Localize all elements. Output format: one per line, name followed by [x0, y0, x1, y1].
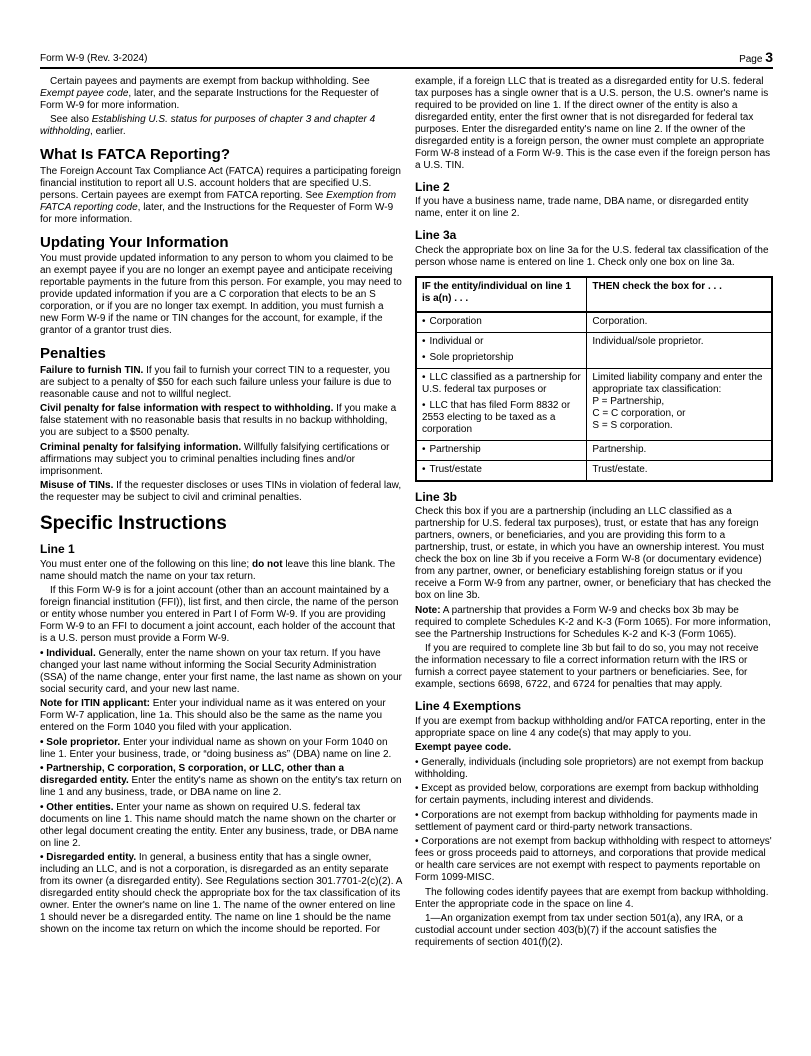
paragraph — [40, 253, 403, 337]
table-item — [422, 352, 581, 364]
paragraph — [40, 802, 403, 850]
text-run: • Partnership, C corporation, S corporation, or LLC, other than a disregarded entity. — [40, 763, 345, 786]
text-run: If you are exempt from backup withholding and/or FATCA reporting, enter in the appropriate space on line 4 any code(s) that may apply to you. — [415, 715, 766, 739]
table-row — [416, 460, 772, 481]
text-run: If you make a false statement with no reasonable basis that results in no backup withholding, you are subject to a $500 penalty. — [40, 403, 397, 438]
text-run: A partnership that provides a Form W-9 and checks box 3b may be required to complete Schedules K-2 and K-3 (Form 1065). For more information, see the Partnership Instructions for Schedules K-2 and K-3 (Form 1065). — [415, 604, 771, 640]
text-run: Willfully falsifying certifications or affirmations may subject you to criminal penalties including fines and/or imprisonment. — [40, 441, 390, 477]
paragraph — [415, 742, 773, 754]
table-cell-if — [416, 440, 587, 460]
table-cell-if — [416, 332, 587, 368]
table-item-text: Trust/estate — [429, 463, 482, 475]
text-run: Criminal penalty for falsifying information. — [40, 441, 242, 453]
paragraph-indented — [415, 913, 773, 949]
text-run: • Other entities. — [40, 801, 114, 813]
text-run: The Foreign Account Tax Compliance Act (FATCA) requires a participating foreign financial institution to report all U.S. account holders that are specified U.S. persons. Certain payees are exempt from FATCA reporting. See — [40, 165, 401, 201]
text-run: Enter your individual name as shown on your Form 1040 on line 1. Enter your business, trade, or “doing business as” (DBA) name on line 2. — [40, 736, 392, 760]
text-run: , earlier. — [90, 126, 126, 137]
paragraph — [40, 365, 403, 401]
heading-line-3a: Line 3a — [415, 228, 457, 242]
bullet-icon: • — [422, 399, 426, 411]
text-run: • Corporations are not exempt from backup withholding for payments made in settlement of payment card or third-party network transactions. — [415, 809, 758, 833]
header-rule — [40, 67, 773, 69]
text-run: Check this box if you are a partnership (including an LLC classified as a partnership for U.S. federal tax purposes), trust, or estate that has any foreign partners, owners, or beneficiaries, and you are providing this form to a partnership, trust, or estate, in which you have an ownership interest. You must check the box on line 3b if you receive a Form W-8 (or documentary evidence) from any partner, owner, or beneficiary establishing foreign status or if you receive a Form W-9 from any partner, owner, or beneficiary that has checked the box on line 3b. — [415, 506, 772, 601]
page-header — [40, 50, 773, 66]
text-run: • Sole proprietor. — [40, 736, 121, 748]
table-cell-then — [587, 368, 772, 440]
paragraph — [40, 737, 403, 761]
table-item-text: Partnership — [429, 443, 481, 455]
paragraph — [40, 763, 403, 799]
table-cell-text: Limited liability company and enter the appropriate tax classification: — [592, 371, 763, 395]
table-item — [422, 316, 581, 328]
text-run: If you fail to furnish your correct TIN to a requester, you are subject to a penalty of $50 for each such failure unless your failure is due to reasonable cause and not to willful neglect. — [40, 364, 392, 400]
text-run: Exempt payee code — [40, 87, 129, 99]
table-row — [416, 368, 772, 440]
bullet-icon: • — [422, 371, 426, 383]
text-run: Enter your individual name as it was entered on your Form W-7 application, line 1a. This should also be the same as the name you entered on the Form 1040 you filed with your application. — [40, 698, 386, 733]
table-head — [416, 277, 772, 312]
table-cell-then — [587, 440, 772, 460]
text-run: Exempt payee code. — [415, 742, 512, 753]
table-item — [422, 372, 581, 396]
table-row — [416, 332, 772, 368]
paragraph — [40, 559, 403, 583]
paragraph — [40, 442, 403, 478]
table-item — [422, 444, 581, 456]
text-run: Establishing U.S. status for purposes of chapter 3 and chapter 4 withholding — [40, 114, 376, 137]
paragraph — [415, 196, 773, 220]
table-cell-text: Partnership. — [592, 443, 647, 455]
paragraph — [415, 836, 773, 884]
heading-specific-instructions: Specific Instructions — [40, 513, 227, 534]
text-run: 1—An organization exempt from tax under section 501(a), any IRA, or a custodial account under section 403(b)(7) if the account satisfies the requirements of section 401(f)(2). — [415, 913, 743, 948]
left-column — [40, 73, 403, 939]
text-run: If this Form W-9 is for a joint account (other than an account maintained by a foreign financial institution (FFI)), list first, and then circle, the name of the person or entity whose number you entered in Part I of Form W-9. If you are providing Form W-9 to an FFI to document a joint account, each holder of the account that is a U.S. person must provide a Form W-9. — [40, 585, 399, 644]
text-run: Enter your name as shown on required U.S. federal tax documents on line 1. This name should match the name shown on the charter or other legal document creating the entity. Enter any business, trade, or DBA name on line 2. — [40, 801, 399, 849]
paragraph — [415, 506, 773, 602]
table-cell-then — [587, 460, 772, 481]
table-cell-then — [587, 312, 772, 333]
paragraph — [40, 166, 403, 226]
table-row — [416, 312, 772, 333]
text-run: Note: — [415, 604, 441, 616]
if-then-table — [415, 276, 773, 482]
paragraph — [415, 716, 773, 740]
paragraph — [415, 810, 773, 834]
table-cell-text: Trust/estate. — [592, 463, 648, 475]
text-run: Generally, enter the name shown on your tax return. If you have changed your last name without informing the Social Security Administration (SSA) of the name change, enter your first name, the last name as shown on your social security card, and your new last name. — [40, 647, 402, 695]
text-run: • Corporations are not exempt from backup withholding with respect to attorneys' fees or gross proceeds paid to attorneys, and corporations that provide medical or health care services are not exempt with respect to payments reportable on Form 1099-MISC. — [415, 836, 772, 883]
bullet-icon: • — [422, 443, 426, 455]
text-run: Exemption from FATCA reporting code — [40, 189, 397, 213]
table-header-cell: IF the entity/individual on line 1 is a(n) . . . — [416, 277, 587, 312]
text-run: Civil penalty for false information with respect to withholding. — [40, 403, 334, 414]
paragraph-indented — [40, 585, 403, 645]
paragraph — [40, 480, 403, 504]
heading-line-1: Line 1 — [40, 542, 75, 556]
text-run: , later, and the separate Instructions for the Requester of Form W-9 for more information. — [40, 87, 379, 111]
text-run: • Generally, individuals (including sole proprietors) are not exempt from backup withholding. — [415, 756, 764, 780]
page-label: Page — [739, 54, 763, 65]
paragraph — [40, 403, 403, 439]
paragraph — [415, 757, 773, 781]
table-cell-if — [416, 312, 587, 333]
text-run: • Disregarded entity. — [40, 852, 137, 863]
text-run: You must enter one of the following on this line; — [40, 558, 252, 570]
table-cell-text: Individual/sole proprietor. — [592, 335, 704, 347]
table-item — [422, 400, 581, 436]
bullet-icon: • — [422, 351, 426, 363]
text-run: leave this line blank. The name should match the name on your tax return. — [40, 558, 396, 582]
text-run: In general, a business entity that has a single owner, including an LLC, and is not a corporation, is disregarded as an entity separate from its owner (a disregarded entity). See Regulations section 301.7701-2(c)(2). A disregarded entity should check the appropriate box for the tax classification of its owner. Enter the owner's name on line 1. The name of the owner entered on line 1 should never be a disregarded entity. The name on line 1 should be the name shown on the income tax return on which the income should be reported. For — [40, 852, 402, 935]
text-run: Note for ITIN applicant: — [40, 698, 150, 709]
text-run: If you are required to complete line 3b but fail to do so, you may not receive the information necessary to file a correct information return with the IRS or furnish a correct payee statement to your partners or beneficiaries. See, for example, sections 6698, 6722, and 6724 for penalties that may apply. — [415, 643, 759, 690]
table-cell-if — [416, 460, 587, 481]
text-run: • Except as provided below, corporations are exempt from backup withholding for certain payments, including interest and dividends. — [415, 783, 759, 806]
paragraph — [415, 605, 773, 641]
heading-what-is-fatca-reporting: What Is FATCA Reporting? — [40, 146, 230, 163]
text-run: Failure to furnish TIN. — [40, 364, 144, 376]
table-item — [422, 336, 581, 348]
right-column — [415, 73, 773, 952]
text-run: You must provide updated information to any person to whom you claimed to be an exempt payee if you are no longer an exempt payee and anticipate receiving reportable payments in the future from this person. For example, you may need to provide updated information if you are a C corporation that elects to be an S corporation, or if you are no longer tax exempt. In addition, you must furnish a new Form W-9 if the name or TIN changes for the account, for example, if the grantor of a grantor trust dies. — [40, 253, 402, 336]
page-number-label — [739, 49, 773, 65]
bullet-icon: • — [422, 315, 426, 327]
heading-updating-your-information: Updating Your Information — [40, 233, 229, 251]
table-item — [422, 464, 581, 476]
text-run: If the requester discloses or uses TINs in violation of federal law, the requester may be subject to civil and criminal penalties. — [40, 480, 402, 503]
paragraph — [40, 648, 403, 696]
text-run: See also — [50, 114, 92, 125]
paragraph-indented — [415, 887, 773, 911]
table-item-text: LLC that has filed Form 8832 or 2553 electing to be taxed as a corporation — [422, 399, 571, 435]
table-cell-text: C = C corporation, or — [592, 407, 686, 419]
paragraph — [40, 698, 403, 734]
table-cell-text: S = S corporation. — [592, 419, 673, 431]
table-cell-then — [587, 332, 772, 368]
heading-penalties: Penalties — [40, 345, 106, 362]
paragraph — [40, 852, 403, 936]
paragraph — [415, 76, 773, 172]
table-item-text: LLC classified as a partnership for U.S. federal tax purposes or — [422, 371, 581, 395]
bullet-icon: • — [422, 463, 426, 475]
paragraph-indented — [415, 643, 773, 691]
heading-line-4-exemptions: Line 4 Exemptions — [415, 699, 522, 713]
text-run: Misuse of TINs. — [40, 480, 114, 491]
table-cell-text: Corporation. — [592, 315, 648, 327]
paragraph-indented — [40, 114, 403, 138]
heading-line-2: Line 2 — [415, 179, 450, 194]
paragraph-indented — [40, 76, 403, 112]
text-run: Check the appropriate box on line 3a for the U.S. federal tax classification of the person whose name is entered on line 1. Check only one box on line 3a. — [415, 244, 769, 268]
form-title: Form W-9 (Rev. 3-2024) — [40, 53, 148, 64]
table-header-row — [416, 277, 772, 312]
text-run: example, if a foreign LLC that is treated as a disregarded entity for U.S. federal tax purposes has a single owner that is a U.S. person, the U.S. owner's name is required to be provided on line 1. If the direct owner of the entity is also a disregarded entity, enter the first owner that is not disregarded for federal tax purposes. Enter the disregarded entity's name on line 2. If the owner of the disregarded entity is a foreign person, the owner must complete an appropriate Form W-8 instead of a Form W-9. This is the case even if the foreign person has a U.S. TIN. — [415, 75, 771, 171]
text-run: , later, and the Instructions for the Requester of Form W-9 for more information. — [40, 201, 394, 225]
table-item-text: Individual or — [429, 335, 484, 347]
paragraph — [415, 783, 773, 807]
text-run: If you have a business name, trade name, DBA name, or disregarded entity name, enter it on line 2. — [415, 196, 749, 219]
text-run: The following codes identify payees that are exempt from backup withholding. Enter the appropriate code in the space on line 4. — [415, 886, 769, 910]
bullet-icon: • — [422, 335, 426, 347]
table-header-cell: THEN check the box for . . . — [587, 277, 772, 312]
paragraph — [415, 245, 773, 269]
text-run: Certain payees and payments are exempt from backup withholding. See — [50, 75, 370, 87]
text-run: do not — [252, 558, 283, 570]
text-run: • Individual. — [40, 647, 96, 659]
page-number: 3 — [765, 49, 773, 65]
table-body — [416, 312, 772, 481]
heading-line-3b: Line 3b — [415, 489, 458, 504]
table-item-text: Corporation — [429, 315, 482, 327]
table-row — [416, 440, 772, 460]
table-item-text: Sole proprietorship — [429, 351, 514, 363]
text-run: Enter the entity's name as shown on the entity's tax return on line 1 and any business, trade, or DBA name on line 2. — [40, 775, 402, 798]
table-cell-text: P = Partnership, — [592, 395, 665, 407]
table-cell-if — [416, 368, 587, 440]
